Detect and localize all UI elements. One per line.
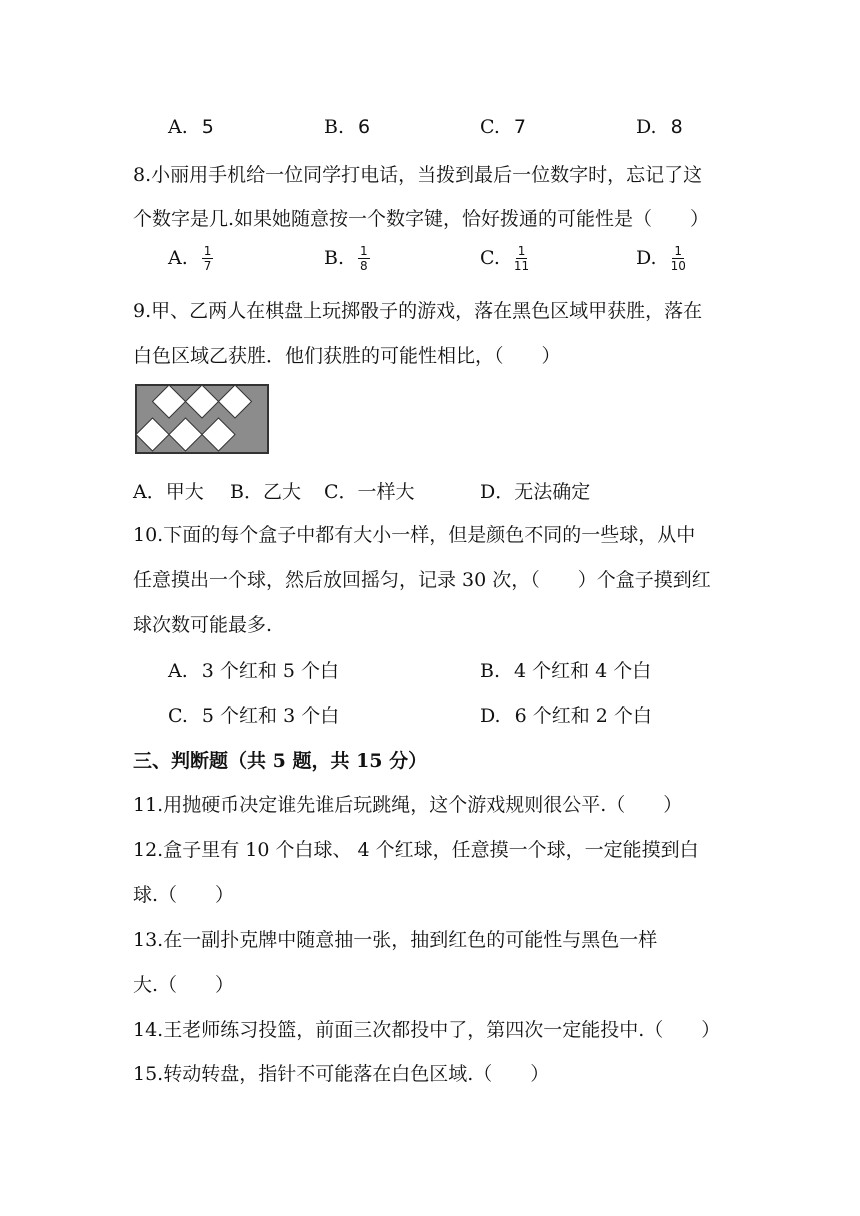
- q14-text: 14.王老师练习投篮，前面三次都投中了，第四次一定能投中.（ ）: [133, 1019, 721, 1041]
- q9-option-b: B．乙大: [230, 481, 301, 503]
- q7-option-c: C. 7: [480, 116, 526, 138]
- checkerboard-figure: [135, 384, 269, 454]
- q9-line1: 9.甲、乙两人在棋盘上玩掷骰子的游戏，落在黑色区域甲获胜，落在: [133, 300, 703, 322]
- q7-option-a: A. 5: [168, 116, 214, 138]
- q7-option-d: D. 8: [636, 116, 683, 138]
- q8-option-d: D. $\frac{1}{10}$: [636, 244, 686, 273]
- q8-option-c: C. $\frac{1}{11}$: [480, 244, 530, 273]
- q9-option-d: D．无法确定: [480, 481, 591, 503]
- q8-line2: 个数字是几.如果她随意按一个数字键，恰好拨通的可能性是（ ）: [133, 208, 710, 230]
- q13-line1: 13.在一副扑克牌中随意抽一张，抽到红色的可能性与黑色一样: [133, 929, 658, 951]
- fraction: $\frac{1}{8}$: [360, 244, 368, 273]
- q10-option-d: D. 6 个红和 2 个白: [480, 705, 652, 727]
- q10-option-a: A. 3 个红和 5 个白: [168, 660, 340, 682]
- fraction: $\frac{1}{10}$: [670, 244, 686, 273]
- q11-text: 11.用抛硬币决定谁先谁后玩跳绳，这个游戏规则很公平.（ ）: [133, 794, 683, 816]
- q10-option-b: B. 4 个红和 4 个白: [480, 660, 652, 682]
- q12-line1: 12.盒子里有 10 个白球、 4 个红球，任意摸一个球，一定能摸到白: [133, 839, 699, 861]
- q8-line1: 8.小丽用手机给一位同学打电话，当拨到最后一位数字时，忘记了这: [133, 164, 703, 186]
- q8-option-a: A. $\frac{1}{7}$: [168, 244, 212, 273]
- q10-line2: 任意摸出一个球，然后放回摇匀，记录 30 次，（ ）个盒子摸到红: [133, 569, 711, 591]
- q9-option-a: A．甲大: [133, 481, 204, 503]
- q7-option-b: B. 6: [324, 116, 371, 138]
- q10-line1: 10.下面的每个盒子中都有大小一样，但是颜色不同的一些球，从中: [133, 524, 696, 546]
- q15-text: 15.转动转盘，指针不可能落在白色区域.（ ）: [133, 1063, 550, 1085]
- q10-line3: 球次数可能最多.: [133, 614, 273, 636]
- fraction: $\frac{1}{11}$: [513, 244, 530, 273]
- q12-line2: 球.（ ）: [133, 884, 235, 906]
- q10-option-c: C. 5 个红和 3 个白: [168, 705, 340, 727]
- q9-option-c: C．一样大: [324, 481, 415, 503]
- fraction: $\frac{1}{7}$: [203, 244, 212, 273]
- q8-option-b: B. $\frac{1}{8}$: [324, 244, 368, 273]
- q9-line2: 白色区域乙获胜．他们获胜的可能性相比，（ ）: [133, 345, 561, 367]
- q13-line2: 大.（ ）: [133, 974, 235, 996]
- section-heading: 三、判断题（共 5 题，共 15 分）: [133, 750, 428, 772]
